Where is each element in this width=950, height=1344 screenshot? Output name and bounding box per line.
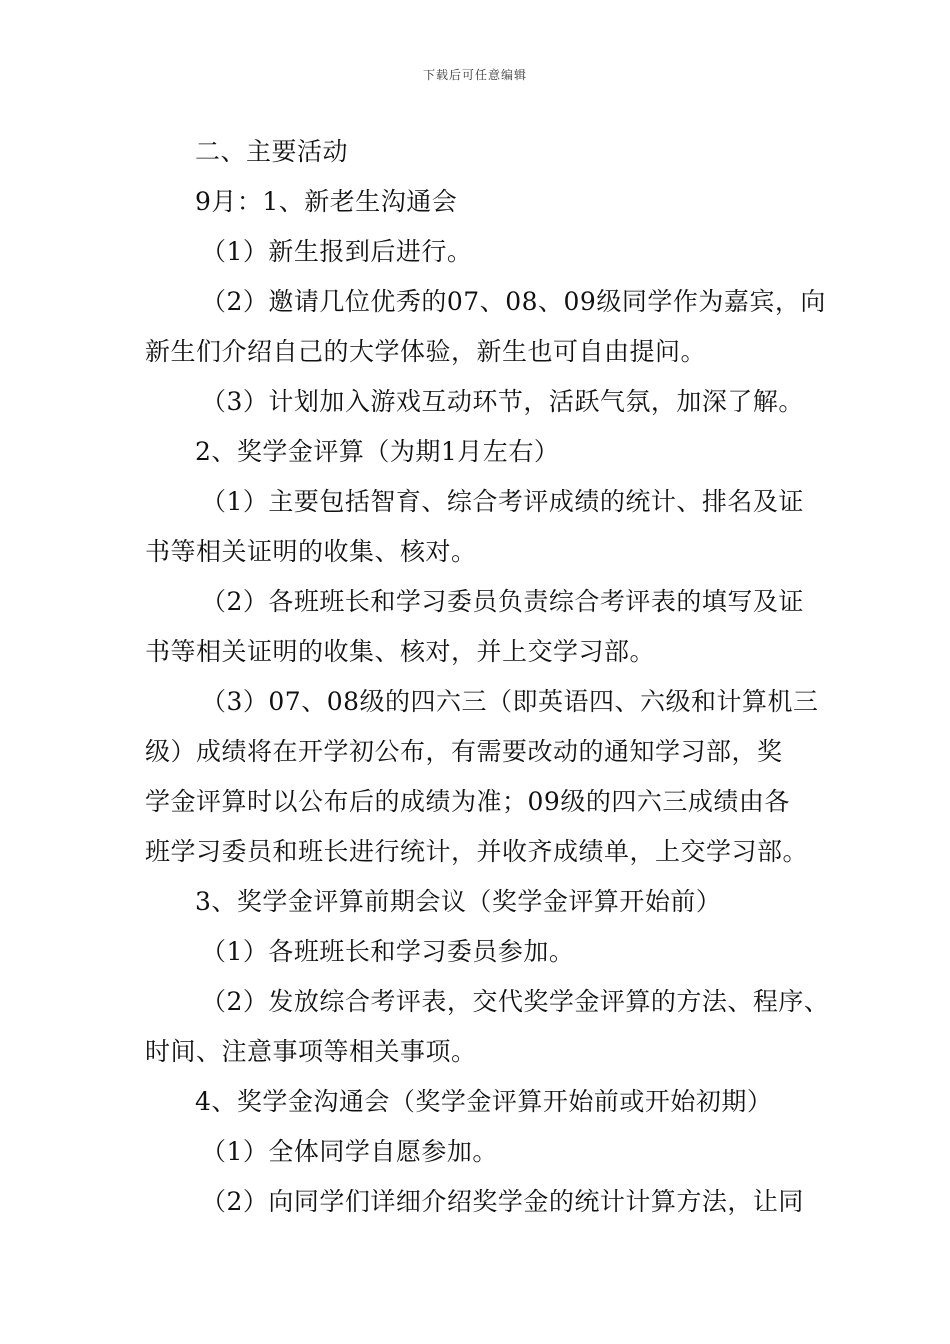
paragraph-line: 时间、注意事项等相关事项。 [145, 1037, 477, 1066]
paragraph-line: 3、奖学金评算前期会议（奖学金评算开始前） [195, 887, 722, 916]
paragraph-line: （1）新生报到后进行。 [201, 237, 473, 266]
paragraph-line: （3）计划加入游戏互动环节，活跃气氛，加深了解。 [201, 387, 804, 416]
paragraph-line: （1）各班班长和学习委员参加。 [201, 937, 575, 966]
document-body [145, 127, 830, 1227]
page-header: 下载后可任意编辑 [422, 68, 527, 82]
paragraph-line: （2）各班班长和学习委员负责综合考评表的填写及证 [201, 587, 804, 616]
paragraph-line: （1）全体同学自愿参加。 [201, 1137, 498, 1166]
paragraph-line: （3）07、08级的四六三（即英语四、六级和计算机三 [201, 687, 819, 716]
paragraph-line: 书等相关证明的收集、核对，并上交学习部。 [145, 637, 656, 666]
paragraph-line: 2、奖学金评算（为期1月左右） [195, 437, 560, 466]
section-heading: 二、主要活动 [195, 137, 349, 166]
paragraph-line: （2）向同学们详细介绍奖学金的统计计算方法，让同 [201, 1187, 804, 1216]
paragraph-line: 9月：1、新老生沟通会 [195, 187, 458, 216]
paragraph-line: 4、奖学金沟通会（奖学金评算开始前或开始初期） [195, 1087, 773, 1116]
paragraph-line: 级）成绩将在开学初公布，有需要改动的通知学习部，奖 [145, 737, 783, 766]
paragraph-line: 书等相关证明的收集、核对。 [145, 537, 477, 566]
paragraph-line: （2）邀请几位优秀的07、08、09级同学作为嘉宾，向 [201, 287, 826, 316]
paragraph-line: 新生们介绍自己的大学体验，新生也可自由提问。 [145, 337, 707, 366]
paragraph-line: （1）主要包括智育、综合考评成绩的统计、排名及证 [201, 487, 804, 516]
paragraph-line: 班学习委员和班长进行统计，并收齐成绩单，上交学习部。 [145, 837, 809, 866]
paragraph-line: 学金评算时以公布后的成绩为准；09级的四六三成绩由各 [145, 787, 790, 816]
paragraph-line: （2）发放综合考评表，交代奖学金评算的方法、程序、 [201, 987, 830, 1016]
